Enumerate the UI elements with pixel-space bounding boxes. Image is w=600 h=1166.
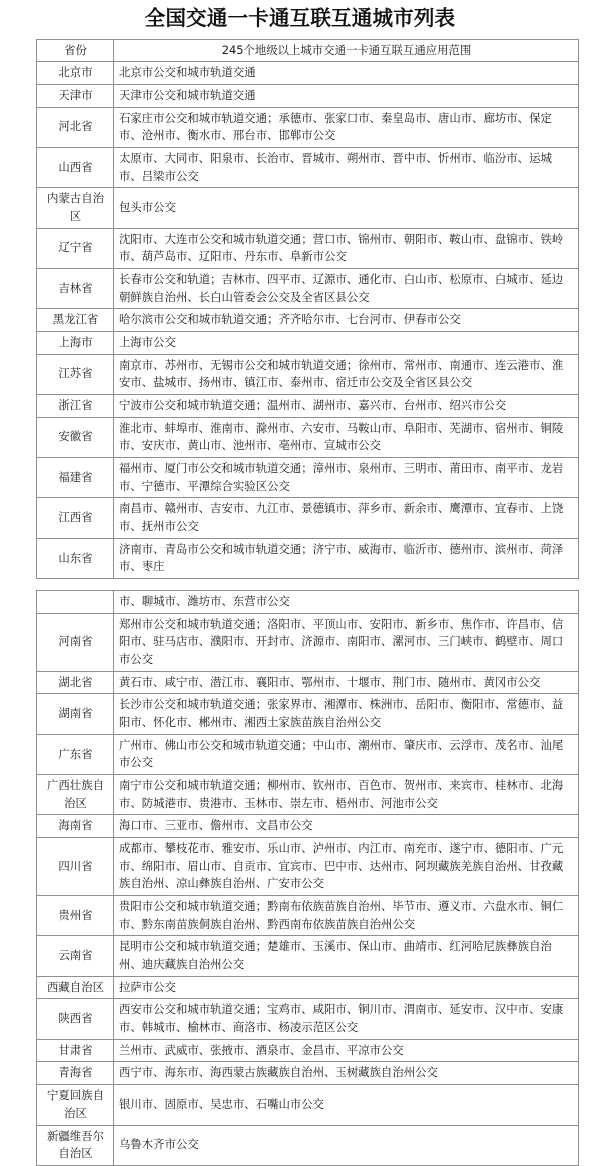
table-section-top	[0, 39, 600, 579]
cities-cell: 南宁市公交和城市轨道交通；柳州市、钦州市、百色市、贺州市、来宾市、桂林市、北海市、防城港市、贵港市、玉林市、崇左市、梧州市、河池市公交	[114, 775, 579, 815]
table-row	[37, 896, 579, 936]
cities-cell: 长春市公交和轨道；吉林市、四平市、辽源市、通化市、白山市、松原市、白城市、延边朝鲜族自治州、长白山管委会公交及全省区县公交	[114, 268, 579, 308]
table-row	[37, 694, 579, 734]
table-row	[37, 1085, 579, 1125]
table-row	[37, 1062, 579, 1085]
table-row	[37, 999, 579, 1039]
table-row	[37, 147, 579, 187]
table-row	[37, 591, 579, 614]
province-cell: 北京市	[37, 62, 114, 85]
page-title: 全国交通一卡通互联互通城市列表	[144, 6, 456, 30]
province-cell: 陕西省	[37, 999, 114, 1039]
table-row	[37, 815, 579, 838]
cities-cell: 乌鲁木齐市公交	[114, 1125, 579, 1165]
cities-cell: 兰州市、武威市、张掖市、酒泉市、金昌市、平凉市公交	[114, 1039, 579, 1062]
table-row	[37, 498, 579, 538]
table-row	[37, 331, 579, 354]
province-cell: 西藏自治区	[37, 976, 114, 999]
province-cell: 广东省	[37, 734, 114, 774]
cities-cell: 黄石市、咸宁市、潜江市、襄阳市、鄂州市、十堰市、荆门市、随州市、黄冈市公交	[114, 671, 579, 694]
cities-cell: 海口市、三亚市、儋州市、文昌市公交	[114, 815, 579, 838]
table-row	[37, 1039, 579, 1062]
table-row	[37, 107, 579, 147]
table-row	[37, 775, 579, 815]
cities-cell: 上海市公交	[114, 331, 579, 354]
table-header-row	[37, 39, 579, 62]
cities-cell: 银川市、固原市、吴忠市、石嘴山市公交	[114, 1085, 579, 1125]
cities-cell: 北京市公交和城市轨道交通	[114, 62, 579, 85]
table-row	[37, 838, 579, 896]
cities-cell: 市、聊城市、潍坊市、东营市公交	[114, 591, 579, 614]
province-cell: 湖南省	[37, 694, 114, 734]
table-row	[37, 268, 579, 308]
column-header-province: 省份	[37, 39, 114, 62]
province-cell: 湖北省	[37, 671, 114, 694]
cities-cell: 包头市公交	[114, 188, 579, 228]
table-body-bottom	[37, 591, 579, 1166]
province-cell: 宁夏回族自治区	[37, 1085, 114, 1125]
table-row	[37, 84, 579, 107]
city-table-part-2	[36, 590, 579, 1166]
city-table-part-1	[36, 39, 579, 579]
table-row	[37, 309, 579, 332]
table-row	[37, 417, 579, 457]
table-row	[37, 354, 579, 394]
province-cell: 上海市	[37, 331, 114, 354]
table-row	[37, 188, 579, 228]
province-cell: 山西省	[37, 147, 114, 187]
cities-cell: 昆明市公交和城市轨道交通；楚雄市、玉溪市、保山市、曲靖市、红河哈尼族彝族自治州、迪庆藏族自治州公交	[114, 936, 579, 976]
province-cell: 青海省	[37, 1062, 114, 1085]
province-cell: 云南省	[37, 936, 114, 976]
table-row	[37, 734, 579, 774]
cities-cell: 南昌市、赣州市、吉安市、九江市、景德镇市、萍乡市、新余市、鹰潭市、宜春市、上饶市、抚州市公交	[114, 498, 579, 538]
cities-cell: 济南市、青岛市公交和城市轨道交通；济宁市、威海市、临沂市、德州市、滨州市、菏泽市、枣庄	[114, 538, 579, 578]
cities-cell: 西安市公交和城市轨道交通；宝鸡市、咸阳市、铜川市、渭南市、延安市、汉中市、安康市、韩城市、榆林市、商洛市、杨凌示范区公交	[114, 999, 579, 1039]
province-cell: 河北省	[37, 107, 114, 147]
province-cell: 海南省	[37, 815, 114, 838]
province-cell: 贵州省	[37, 896, 114, 936]
province-cell: 黑龙江省	[37, 309, 114, 332]
province-cell: 江苏省	[37, 354, 114, 394]
cities-cell: 哈尔滨市公交和城市轨道交通；齐齐哈尔市、七台河市、伊春市公交	[114, 309, 579, 332]
table-row	[37, 613, 579, 671]
table-row	[37, 458, 579, 498]
table-row	[37, 936, 579, 976]
cities-cell: 天津市公交和城市轨道交通	[114, 84, 579, 107]
province-cell: 新疆维吾尔自治区	[37, 1125, 114, 1165]
cities-cell: 福州市、厦门市公交和城市轨道交通；漳州市、泉州市、三明市、莆田市、南平市、龙岩市、宁德市、平潭综合实验区公交	[114, 458, 579, 498]
province-cell: 福建省	[37, 458, 114, 498]
table-row	[37, 671, 579, 694]
table-row	[37, 228, 579, 268]
province-cell: 河南省	[37, 613, 114, 671]
cities-cell: 南京市、苏州市、无锡市公交和城市轨道交通；徐州市、常州市、南通市、连云港市、淮安市、盐城市、扬州市、镇江市、泰州市、宿迁市公交及全省区县公交	[114, 354, 579, 394]
province-cell: 吉林省	[37, 268, 114, 308]
cities-cell: 长沙市公交和城市轨道交通；张家界市、湘潭市、株洲市、岳阳市、衡阳市、常德市、益阳市、怀化市、郴州市、湘西土家族苗族自治州公交	[114, 694, 579, 734]
cities-cell: 淮北市、蚌埠市、淮南市、滁州市、六安市、马鞍山市、阜阳市、芜湖市、宿州市、铜陵市、安庆市、黄山市、池州市、亳州市、宣城市公交	[114, 417, 579, 457]
page-break-gap	[0, 579, 600, 590]
cities-cell: 郑州市公交和城市轨道交通；洛阳市、平顶山市、安阳市、新乡市、焦作市、许昌市、信阳市、驻马店市、濮阳市、开封市、济源市、南阳市、漯河市、三门峡市、鹤壁市、周口市公交	[114, 613, 579, 671]
cities-cell: 太原市、大同市、阳泉市、长治市、晋城市、朔州市、晋中市、忻州市、临汾市、运城市、吕梁市公交	[114, 147, 579, 187]
province-cell: 浙江省	[37, 394, 114, 417]
province-cell: 安徽省	[37, 417, 114, 457]
cities-cell: 宁波市公交和城市轨道交通；温州市、湖州市、嘉兴市、台州市、绍兴市公交	[114, 394, 579, 417]
province-cell: 四川省	[37, 838, 114, 896]
province-cell: 甘肃省	[37, 1039, 114, 1062]
cities-cell: 石家庄市公交和城市轨道交通；承德市、张家口市、秦皇岛市、唐山市、廊坊市、保定市、沧州市、衡水市、邢台市、邯郸市公交	[114, 107, 579, 147]
table-row	[37, 1125, 579, 1165]
table-section-bottom	[0, 590, 600, 1166]
cities-cell: 贵阳市公交和城市轨道交通；黔南布依族苗族自治州、毕节市、遵义市、六盘水市、铜仁市、黔东南苗族侗族自治州、黔西南布依族苗族自治州公交	[114, 896, 579, 936]
table-row	[37, 394, 579, 417]
table-row	[37, 538, 579, 578]
cities-cell: 沈阳市、大连市公交和城市轨道交通；营口市、锦州市、朝阳市、鞍山市、盘锦市、铁岭市、葫芦岛市、辽阳市、丹东市、阜新市公交	[114, 228, 579, 268]
cities-cell: 广州市、佛山市公交和城市轨道交通；中山市、潮州市、肇庆市、云浮市、茂名市、汕尾市公交	[114, 734, 579, 774]
province-cell: 辽宁省	[37, 228, 114, 268]
table-row	[37, 62, 579, 85]
cities-cell: 西宁市、海东市、海西蒙古族藏族自治州、玉树藏族自治州公交	[114, 1062, 579, 1085]
cities-cell: 拉萨市公交	[114, 976, 579, 999]
province-cell: 天津市	[37, 84, 114, 107]
table-body-top	[37, 39, 579, 578]
province-cell	[37, 591, 114, 614]
province-cell: 山东省	[37, 538, 114, 578]
province-cell: 广西壮族自治区	[37, 775, 114, 815]
province-cell: 江西省	[37, 498, 114, 538]
cities-cell: 成都市、攀枝花市、雅安市、乐山市、泸州市、内江市、南充市、遂宁市、德阳市、广元市、绵阳市、眉山市、自贡市、宜宾市、巴中市、达州市、阿坝藏族羌族自治州、甘孜藏族自治州、凉山彝族自治州、广安市公交	[114, 838, 579, 896]
column-header-scope: 245个地级以上城市交通一卡通互联互通应用范围	[114, 39, 579, 62]
province-cell: 内蒙古自治区	[37, 188, 114, 228]
